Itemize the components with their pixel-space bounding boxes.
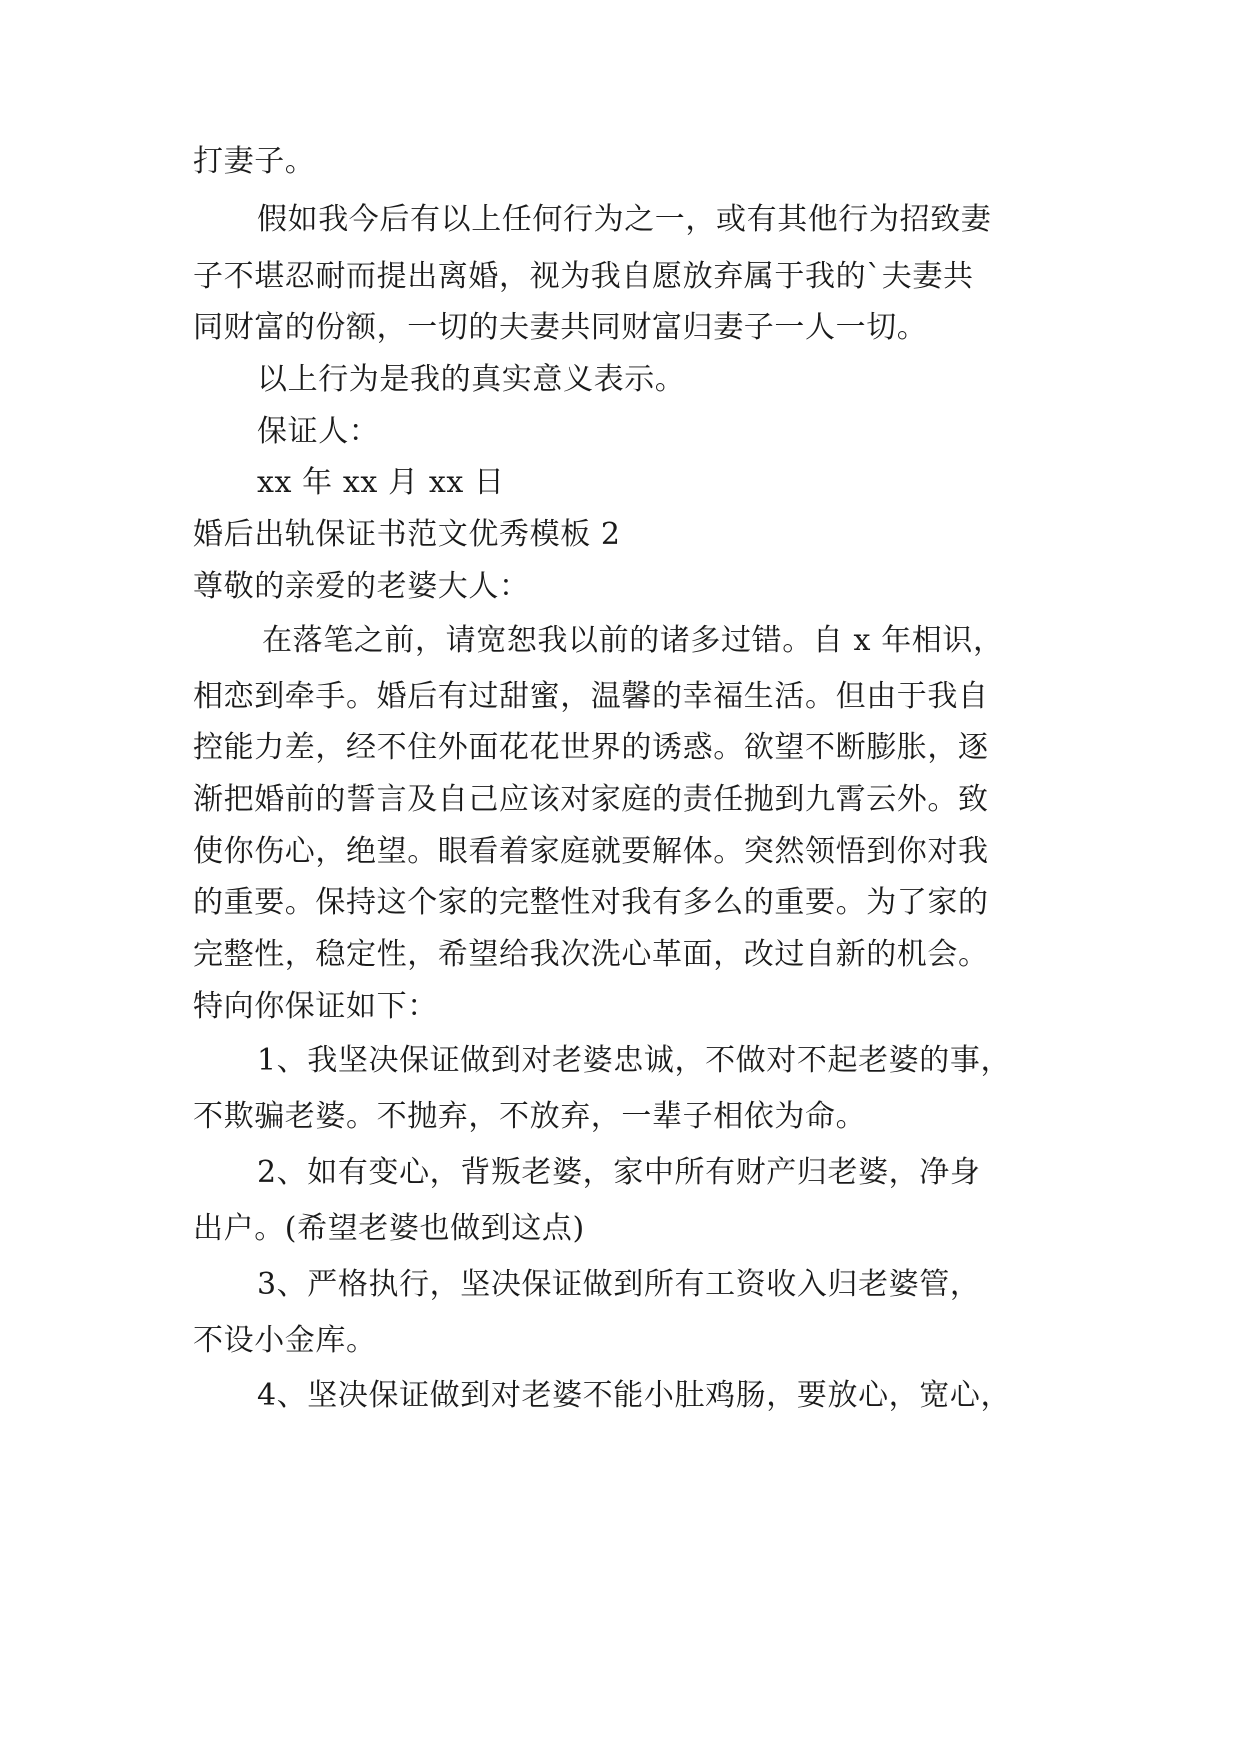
list-item-continuation: 不欺骗老婆。不抛弃，不放弃，一辈子相依为命。 bbox=[193, 1099, 867, 1134]
list-item: 4、坚决保证做到对老婆不能小肚鸡肠，要放心，宽心， bbox=[257, 1378, 1012, 1413]
date-line: xx 年 xx 月 xx 日 bbox=[257, 465, 505, 500]
paragraph-line: 在落笔之前，请宽恕我以前的诸多过错。自 x 年相识， bbox=[262, 623, 1004, 658]
signatory-label: 保证人： bbox=[257, 414, 380, 449]
paragraph-line: 打妻子。 bbox=[193, 144, 316, 179]
section-title: 婚后出轨保证书范文优秀模板 2 bbox=[193, 517, 621, 552]
list-item: 3、严格执行，坚决保证做到所有工资收入归老婆管， bbox=[257, 1267, 981, 1302]
paragraph-line: 完整性，稳定性，希望给我次洗心革面，改过自新的机会。 bbox=[193, 937, 989, 972]
paragraph-line: 控能力差，经不住外面花花世界的诱惑。欲望不断膨胀，逐 bbox=[193, 730, 989, 765]
list-item-continuation: 出户。(希望老婆也做到这点) bbox=[193, 1211, 585, 1246]
paragraph-line: 以上行为是我的真实意义表示。 bbox=[257, 362, 686, 397]
salutation: 尊敬的亲爱的老婆大人： bbox=[193, 569, 530, 604]
paragraph-line: 假如我今后有以上任何行为之一，或有其他行为招致妻 bbox=[257, 202, 992, 237]
paragraph-line: 使你伤心，绝望。眼看着家庭就要解体。突然领悟到你对我 bbox=[193, 834, 989, 869]
list-item: 1、我坚决保证做到对老婆忠诚，不做对不起老婆的事， bbox=[257, 1043, 1012, 1078]
paragraph-line: 特向你保证如下： bbox=[193, 989, 438, 1024]
paragraph-line: 的重要。保持这个家的完整性对我有多么的重要。为了家的 bbox=[193, 885, 989, 920]
list-item: 2、如有变心，背叛老婆，家中所有财产归老婆，净身 bbox=[257, 1155, 981, 1190]
paragraph-line: 相恋到牵手。婚后有过甜蜜，温馨的幸福生活。但由于我自 bbox=[193, 679, 989, 714]
list-item-continuation: 不设小金库。 bbox=[193, 1323, 377, 1358]
paragraph-line: 同财富的份额，一切的夫妻共同财富归妻子一人一切。 bbox=[193, 310, 928, 345]
paragraph-line: 渐把婚前的誓言及自己应该对家庭的责任抛到九霄云外。致 bbox=[193, 782, 989, 817]
paragraph-line: 子不堪忍耐而提出离婚，视为我自愿放弃属于我的`夫妻共 bbox=[193, 259, 974, 294]
